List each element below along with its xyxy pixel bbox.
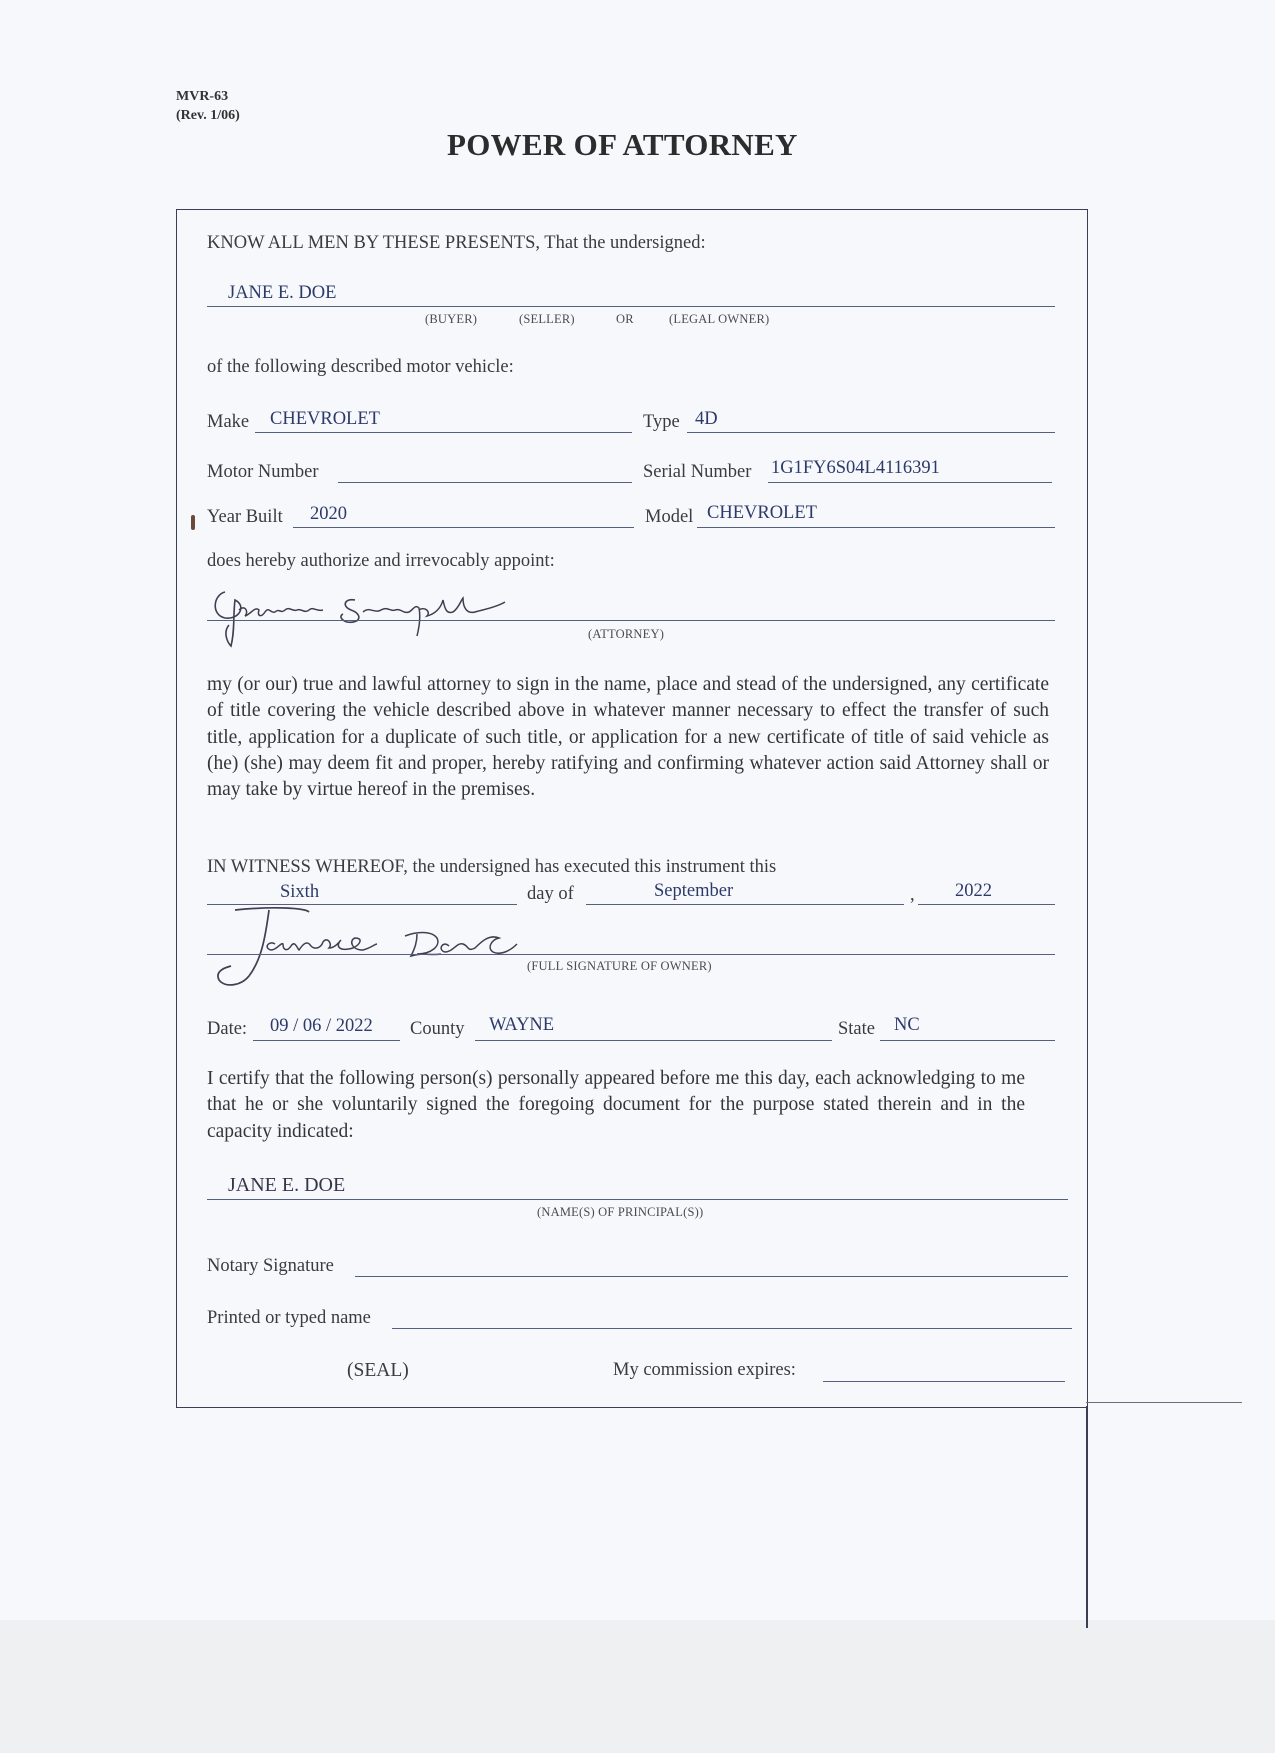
owner-caption: (FULL SIGNATURE OF OWNER) [527, 959, 712, 973]
form-revision: (Rev. 1/06) [176, 108, 240, 123]
undersigned-line [207, 306, 1055, 307]
attorney-caption: (ATTORNEY) [588, 627, 665, 641]
scan-margin [0, 1620, 1275, 1753]
motor-number-label: Motor Number [207, 462, 319, 482]
witness-year-line [918, 904, 1055, 905]
role-buyer: (BUYER) [425, 312, 478, 326]
county-value[interactable]: WAYNE [489, 1015, 555, 1035]
state-value[interactable]: NC [894, 1015, 920, 1035]
date-line [253, 1040, 400, 1041]
county-line [475, 1040, 832, 1041]
principal-caption: (NAME(S) OF PRINCIPAL(S)) [537, 1205, 704, 1219]
model-line [697, 527, 1055, 528]
printed-name-line [392, 1328, 1072, 1329]
notary-signature-label: Notary Signature [207, 1256, 334, 1276]
intro-text: KNOW ALL MEN BY THESE PRESENTS, That the undersigned: [207, 233, 706, 253]
owner-signature [205, 900, 585, 990]
make-line [255, 432, 632, 433]
county-label: County [410, 1019, 465, 1039]
scan-mark [191, 515, 195, 530]
type-line [687, 432, 1055, 433]
undersigned-value[interactable]: JANE E. DOE [228, 283, 337, 303]
make-value[interactable]: CHEVROLET [270, 409, 380, 429]
serial-number-line [768, 482, 1052, 483]
make-label: Make [207, 412, 250, 432]
attorney-line [207, 620, 1055, 621]
model-value[interactable]: CHEVROLET [707, 503, 817, 523]
witness-month-value[interactable]: September [654, 881, 734, 901]
type-value[interactable]: 4D [695, 409, 718, 429]
attorney-signature [205, 570, 585, 650]
year-built-value[interactable]: 2020 [310, 504, 347, 524]
model-label: Model [645, 507, 694, 527]
form-border [176, 209, 1088, 1408]
witness-day-value[interactable]: Sixth [280, 882, 320, 902]
form-code: MVR-63 [176, 89, 229, 104]
principal-name-value[interactable]: JANE E. DOE [228, 1174, 346, 1196]
notary-signature-line [355, 1276, 1068, 1277]
commission-line [823, 1381, 1065, 1382]
date-value[interactable]: 09 / 06 / 2022 [270, 1016, 373, 1036]
border-extension-line [1086, 1402, 1242, 1403]
date-label: Date: [207, 1019, 248, 1039]
document-title: POWER OF ATTORNEY [447, 127, 798, 162]
witness-text: IN WITNESS WHEREOF, the undersigned has executed this instrument this [207, 857, 777, 877]
role-seller: (SELLER) [519, 312, 575, 326]
principal-line [207, 1199, 1068, 1200]
appoint-text: does hereby authorize and irrevocably appoint: [207, 551, 555, 571]
year-built-line [293, 527, 634, 528]
vehicle-intro: of the following described motor vehicle: [207, 357, 514, 377]
commission-label: My commission expires: [613, 1360, 796, 1380]
motor-number-line [338, 482, 632, 483]
seal-label: (SEAL) [347, 1360, 409, 1381]
role-or: OR [616, 312, 634, 326]
witness-year-value[interactable]: 2022 [955, 881, 992, 901]
owner-signature-line [207, 954, 1055, 955]
state-line [880, 1040, 1055, 1041]
printed-name-label: Printed or typed name [207, 1308, 371, 1328]
state-label: State [838, 1019, 875, 1039]
border-extension [1086, 1406, 1088, 1628]
type-label: Type [643, 412, 680, 432]
year-built-label: Year Built [207, 507, 283, 527]
authority-paragraph: my (or our) true and lawful attorney to sign in the name, place and stead of the undersigned, any certificate of title covering the vehicle described above in whatever manner necessary to effect the transfer of such title, application for a duplicate of such title, or application for a new certificate of title of said vehicle as (he) (she) may deem fit and proper, hereby ratifying and confirming whatever action said Attorney shall or may take by virtue hereof in the premises. [207, 674, 1049, 801]
day-of-label: day of [527, 884, 574, 904]
role-legal-owner: (LEGAL OWNER) [669, 312, 770, 326]
serial-number-label: Serial Number [643, 462, 752, 482]
witness-comma: , [910, 885, 915, 905]
serial-number-value[interactable]: 1G1FY6S04L4116391 [771, 458, 940, 478]
witness-month-line [586, 904, 904, 905]
certify-paragraph: I certify that the following person(s) personally appeared before me this day, each acknowledging to me that he or she voluntarily signed the foregoing document for the purpose stated therein and in the capacity indicated: [207, 1068, 1025, 1142]
